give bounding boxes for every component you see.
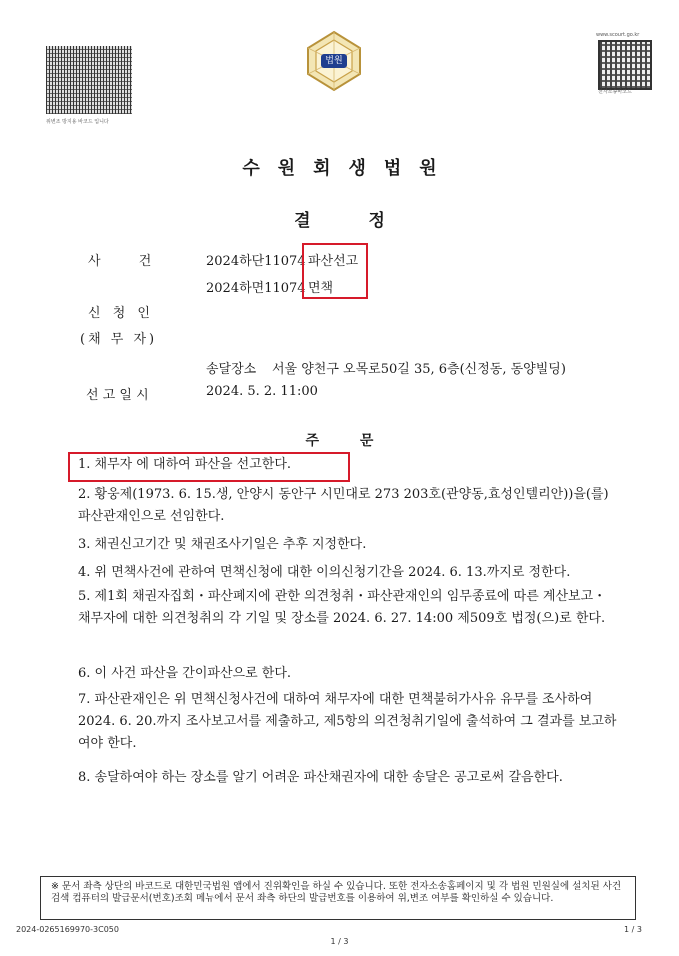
verification-barcode (46, 46, 132, 114)
barcode-caption: 위변조 방지용 바코드 입니다 (46, 119, 109, 125)
order-item-3 (78, 534, 618, 556)
order-text: 이 사건 파산을 간이파산으로 한다. (94, 666, 292, 681)
court-name: 수원회생법원 (242, 158, 455, 179)
qr-caption: 전자소송바코드 (598, 89, 632, 95)
case-number-1: 2024하단11074 (206, 254, 306, 269)
court-seal-emblem (304, 30, 364, 92)
order-text: 위 면책사건에 관하여 면책신청에 대한 이의신청기간을 2024. 6. 13.까지로 정한다. (94, 565, 571, 580)
document-title: 결 정 (294, 211, 385, 231)
order-number: 7. (78, 692, 91, 707)
order-number: 6. (78, 666, 91, 681)
order-text: 황웅제(1973. 6. 15.생, 안양시 동안구 시민대로 273 203호(관양동,효성인텔리안))을(를) 파산관재인으로 선임한다. (78, 487, 609, 524)
order-item-6 (78, 663, 618, 685)
order-item-7 (78, 689, 618, 755)
qr-code (598, 40, 652, 90)
service-address: 서울 양천구 오목로50길 35, 6층(신정동, 동양빌딩) (272, 362, 566, 377)
order-item-5 (78, 586, 618, 630)
order-number: 2. (78, 487, 91, 502)
order-number: 1. (78, 457, 91, 472)
service-label: 송달장소 (206, 362, 257, 377)
order-number: 8. (78, 770, 91, 785)
decision-date-value: 2024. 5. 2. 11:00 (206, 384, 318, 399)
order-number: 5. (78, 589, 91, 604)
applicant-label: 신 청 인 (88, 306, 154, 321)
order-text: 송달하여야 하는 장소를 알기 어려운 파산채권자에 대한 송달은 공고로써 갈음한다. (94, 770, 563, 785)
order-item-2 (78, 484, 618, 528)
order-text: 채무자 에 대하여 파산을 선고한다. (94, 457, 292, 472)
page-number-right: 1 / 3 (624, 925, 642, 934)
order-item-4 (78, 562, 618, 584)
order-text: 제1회 채권자집회・파산폐지에 관한 의견청취・파산관재인의 임무종료에 따른 계산보고・채무자에 대한 의견청취의 각 기일 및 장소를 2024. 6. 27. 14:00 제509호 법정(으)로 한다. (78, 589, 607, 626)
page-number-center: 1 / 3 (330, 937, 349, 946)
order-item-1 (78, 454, 618, 476)
case-type-1: 파산선고 (308, 254, 359, 269)
order-number: 4. (78, 565, 91, 580)
seal-text: 법원 (325, 56, 343, 66)
site-url: www.scourt.go.kr (596, 32, 640, 38)
verification-notice: ※ 문서 좌측 상단의 바코드로 대한민국법원 앱에서 진위확인을 하실 수 있습니다. 또한 전자소송홈페이지 및 각 법원 민원실에 설치된 사건검색 컴퓨터의 발급문서(번호)조회 메뉴에서 문서 좌측 하단의 발급번호를 이용하여 위,변조 여부를 확인하실 수 있습니다. (40, 876, 636, 920)
debtor-label: (채 무 자) (80, 332, 158, 347)
case-number-2: 2024하면11074 (206, 281, 306, 296)
order-title: 주 문 (305, 433, 374, 449)
issue-number: 2024-0265169970-3C050 (16, 925, 119, 934)
order-number: 3. (78, 537, 91, 552)
decision-date-label: 선 고 일 시 (86, 388, 149, 403)
order-item-8 (78, 767, 618, 789)
case-type-2: 면책 (308, 281, 334, 296)
order-text: 채권신고기간 및 채권조사기일은 추후 지정한다. (94, 537, 367, 552)
order-text: 파산관재인은 위 면책신청사건에 대하여 채무자에 대한 면책불허가사유 유무를 조사하여 2024. 6. 20.까지 조사보고서를 제출하고, 제5항의 의견청취기일에 출석하여 그 결과를 보고하여야 한다. (78, 692, 617, 751)
case-label: 사 건 (88, 254, 152, 269)
